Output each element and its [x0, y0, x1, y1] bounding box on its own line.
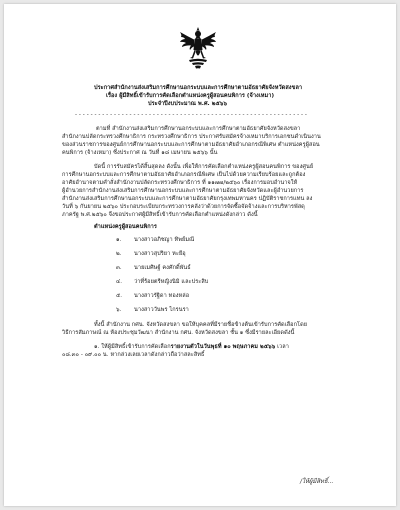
position-title: ตำแหน่งครูผู้สอนคนพิการ — [94, 224, 157, 230]
para1-line: คนพิการ (จ้างเหมา) ซึ่งประกาศ ณ วันที่ ๑๘ เมษายน ๒๕๖๖ นั้น — [62, 150, 218, 156]
candidate-name: นายเมศิษฐ์ คงศักดิ์พันธ์ — [134, 265, 191, 271]
continuation-note: /ให้ผู้มีสิทธิ์... — [300, 478, 334, 485]
para2-line: บัดนี้ การรับสมัครได้สิ้นสุดลง ดังนั้น เพื่อให้การคัดเลือกตำแหน่งครูผู้สอนคนพิการ ของศูนย์ — [94, 164, 314, 170]
divider-dashes: - - - - - - - - - - - - - - - - - - - - - - - - - - - - - - - - - - - - - - - - - - - - - - - - - - - - - - - - - - - - — [75, 112, 307, 118]
para1-line: ของส่วนราชการของศูนย์การศึกษานอกระบบและการศึกษาตามอัธยาศัยอำเภอกรณีพิเศษ ตำแหน่งครูผู้สอน — [62, 142, 320, 148]
candidate-number: ๕. — [116, 293, 123, 299]
candidate-number: ๒. — [116, 251, 122, 257]
candidate-name: นางสาววันพร ไกรนรา — [134, 307, 189, 313]
para2-line: วันที่ ๖ กันยายน ๒๕๖๐ ประกอบระเบียบกระทรวงการคลังว่าด้วยการจัดซื้อจัดจ้างและการบริหารพัสดุ — [62, 204, 305, 210]
para3-line: ทั้งนี้ สำนักงาน กศน. จังหวัดสงขลา ขอให้บุคคลที่มีรายชื่อข้างต้นเข้ารับการคัดเลือกโดย — [94, 322, 308, 328]
announcement-title: ประกาศสำนักงานส่งเสริมการศึกษานอกระบบและการศึกษาตามอัธยาศัยจังหวัดสงขลา — [94, 85, 303, 91]
candidate-name: นางสาวรัฐิดา ทองหล่อ — [134, 293, 190, 299]
report-suffix: เวลา — [275, 344, 289, 350]
announcement-subject: เรื่อง ผู้มีสิทธิ์เข้ารับการคัดเลือกตำแหน่งครูผู้สอนคนพิการ (จ้างเหมา) — [106, 93, 275, 99]
candidate-name: นางสาวสุปริยา หะยีอุ — [134, 251, 186, 257]
report-prefix: ๑. ให้ผู้มีสิทธิ์เข้ารับการคัดเลือก — [94, 344, 171, 350]
report-date: รายงานตัวในวันพุธที่ ๑๐ พฤษภาคม ๒๕๖๖ — [170, 344, 276, 350]
candidate-number: ๖. — [116, 307, 122, 313]
para2-line: สำนักงานส่งเสริมการศึกษานอกระบบและการศึกษาตามอัธยาศัยกรุงเทพมหานคร ปฏิบัติราชการแทน ลง — [62, 196, 313, 202]
document-page — [4, 4, 396, 506]
para2-line: ผู้อำนวยการสำนักงานส่งเสริมการศึกษานอกระบบและการศึกษาตามอัธยาศัยจังหวัดและผู้อำนวยการ — [62, 188, 304, 194]
candidate-number: ๔. — [116, 279, 123, 285]
report-instruction — [94, 343, 289, 351]
para1-line: ตามที่ สำนักงานส่งเสริมการศึกษานอกระบบและการศึกษาตามอัธยาศัยจังหวัดสงขลา — [96, 126, 301, 132]
candidate-name: ว่าที่ร้อยตรีหญิงนิมิ และประสิบ — [134, 279, 209, 285]
candidate-name: นางสาวอภิชญา ทิพย์มณี — [134, 237, 195, 243]
para2-line: อาศัยอำนาจตามคำสั่งสำนักงานปลัดกระทรวงศึกษาธิการ ที่ ๑๑๗๗/๒๕๖๐ เรื่องการมอบอำนาจให้ — [62, 180, 298, 186]
report-time-line: ๐๘.๓๐ - ๐๙.๐๐ น. หากล่วงเลยเวลาดังกล่าวถือว่าสละสิทธิ์ — [62, 352, 205, 358]
para2-line: ภาครัฐ พ.ศ.๒๕๖๐ จึงขอประกาศผู้มีสิทธิ์เข้ารับการคัดเลือกตำแหน่งดังกล่าว ดังนี้ — [62, 212, 258, 218]
para1-line: สำนักงานปลัดกระทรวงศึกษาธิการ กระทรวงศึกษาธิการ ประกาศรับสมัครจ้างเหมาบริการเอกชนดำเนินงาน — [62, 134, 321, 140]
garuda-emblem-icon — [178, 26, 218, 70]
fiscal-year-line: ประจำปีงบประมาณ พ.ศ. ๒๕๖๖ — [148, 101, 227, 107]
para2-line: การศึกษานอกระบบและการศึกษาตามอัธยาศัยอำเภอกรณีพิเศษ เป็นไปด้วยความเรียบร้อยและถูกต้อง — [62, 172, 306, 178]
candidate-number: ๑. — [116, 237, 122, 243]
para3-line: วิธีการสัมภาษณ์ ณ ห้องประชุมวัฒนา สำนักงาน กศน. จังหวัดสงขลา ชั้น ๑ ซึ่งมีรายละเอียดดังนี้ — [62, 330, 295, 336]
candidate-number: ๓. — [116, 265, 122, 271]
